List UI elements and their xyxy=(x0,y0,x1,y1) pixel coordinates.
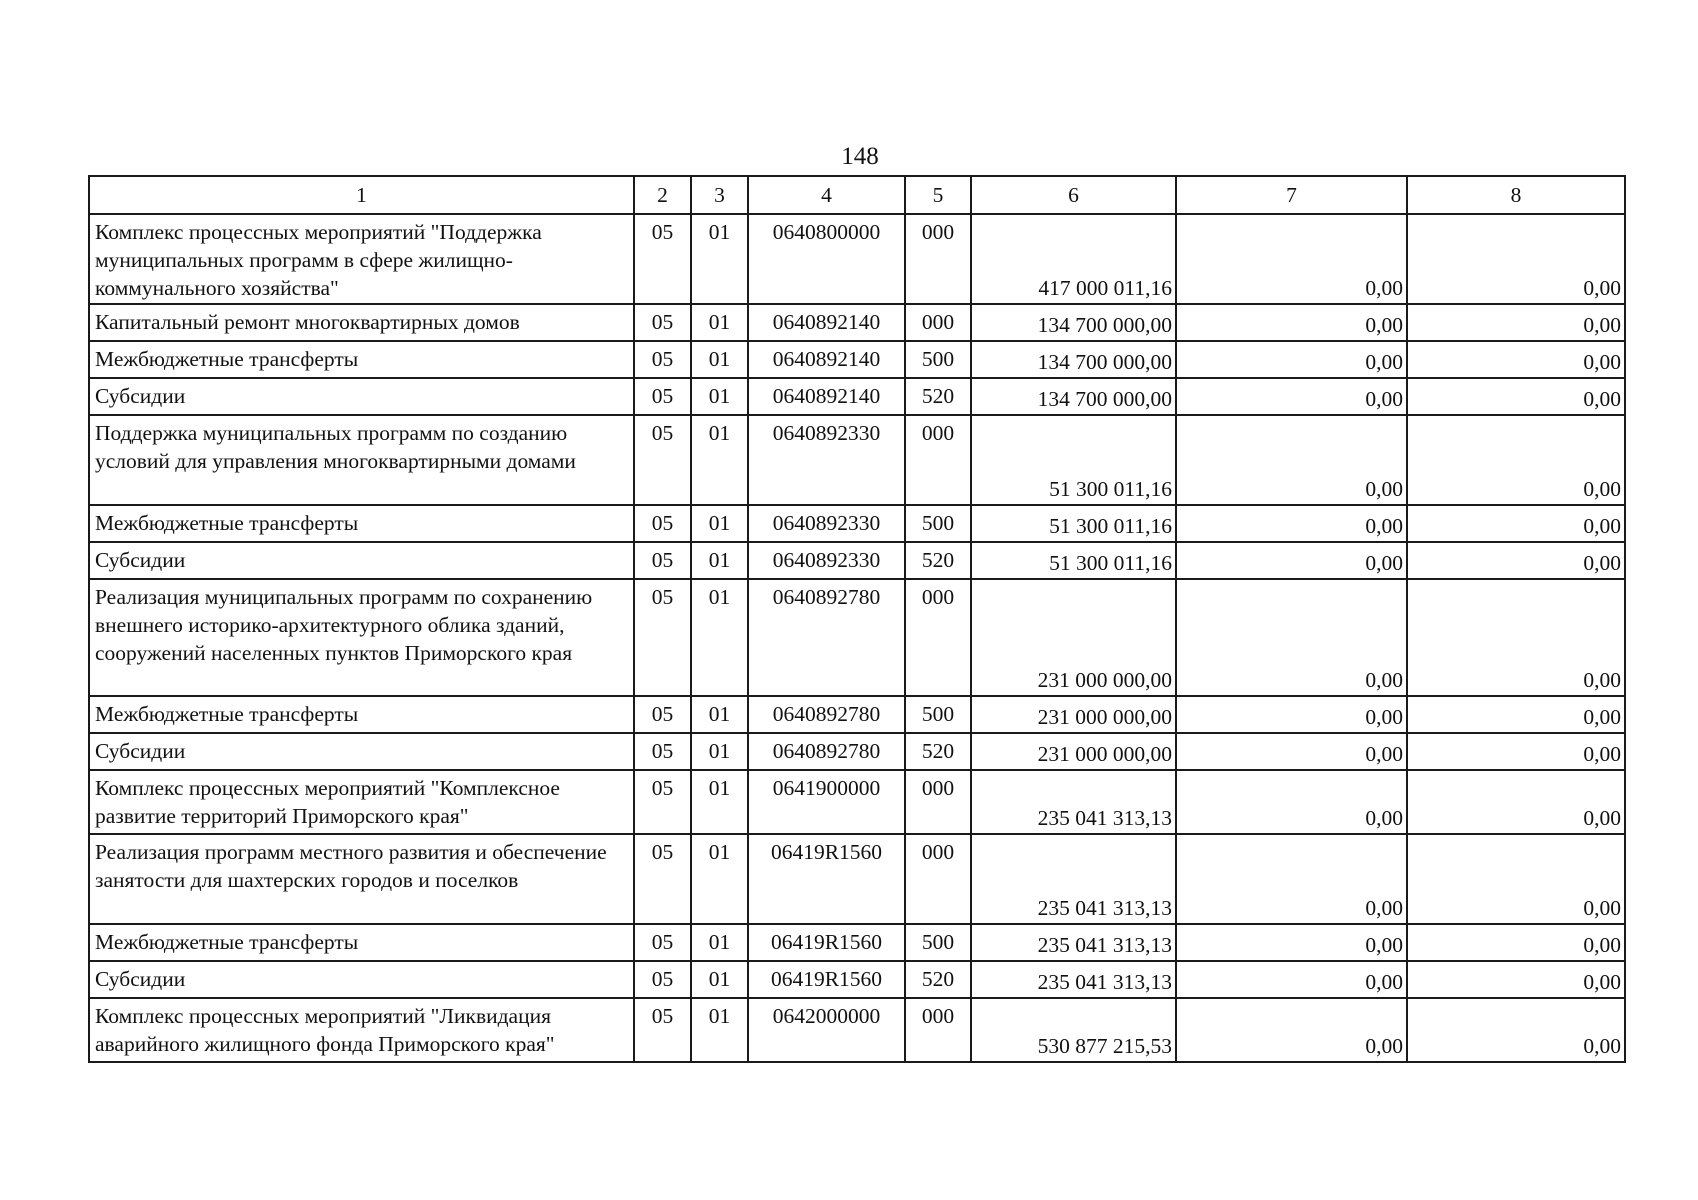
row-name-cell: Межбюджетные трансферты xyxy=(89,696,634,733)
table-row xyxy=(89,770,1625,834)
row-name-cell: Субсидии xyxy=(89,961,634,998)
amount-col7-cell: 0,00 xyxy=(1176,961,1407,998)
section-code-cell: 05 xyxy=(634,579,691,696)
target-article-code-cell: 0640892330 xyxy=(748,415,905,505)
subsection-code-cell: 01 xyxy=(691,505,748,542)
amount-col8-cell: 0,00 xyxy=(1407,214,1625,304)
amount-col8-cell: 0,00 xyxy=(1407,415,1625,505)
amount-col7-cell: 0,00 xyxy=(1176,579,1407,696)
amount-col8-cell: 0,00 xyxy=(1407,924,1625,961)
expense-type-code-cell: 000 xyxy=(905,415,971,505)
expense-type-code-cell: 500 xyxy=(905,696,971,733)
amount-col6-cell: 51 300 011,16 xyxy=(971,542,1176,579)
row-name-cell: Межбюджетные трансферты xyxy=(89,924,634,961)
amount-col8-cell: 0,00 xyxy=(1407,505,1625,542)
amount-col8-cell: 0,00 xyxy=(1407,304,1625,341)
row-name-cell: Межбюджетные трансферты xyxy=(89,341,634,378)
column-header-7: 7 xyxy=(1176,176,1407,214)
table-row xyxy=(89,415,1625,505)
row-name-cell: Комплекс процессных мероприятий "Поддержка муниципальных программ в сфере жилищно-коммунального хозяйства" xyxy=(89,214,634,304)
section-code-cell: 05 xyxy=(634,770,691,834)
subsection-code-cell: 01 xyxy=(691,696,748,733)
target-article-code-cell: 0640892780 xyxy=(748,733,905,770)
section-code-cell: 05 xyxy=(634,341,691,378)
amount-col7-cell: 0,00 xyxy=(1176,341,1407,378)
section-code-cell: 05 xyxy=(634,214,691,304)
expense-type-code-cell: 500 xyxy=(905,341,971,378)
expense-type-code-cell: 000 xyxy=(905,304,971,341)
column-header-8: 8 xyxy=(1407,176,1625,214)
table-row xyxy=(89,696,1625,733)
subsection-code-cell: 01 xyxy=(691,733,748,770)
amount-col7-cell: 0,00 xyxy=(1176,834,1407,924)
expense-type-code-cell: 520 xyxy=(905,542,971,579)
subsection-code-cell: 01 xyxy=(691,579,748,696)
expense-type-code-cell: 000 xyxy=(905,770,971,834)
subsection-code-cell: 01 xyxy=(691,214,748,304)
table-row xyxy=(89,378,1625,415)
table-row xyxy=(89,542,1625,579)
table-body xyxy=(89,214,1625,1062)
amount-col6-cell: 235 041 313,13 xyxy=(971,961,1176,998)
row-name-cell: Комплекс процессных мероприятий "Ликвидация аварийного жилищного фонда Приморского края" xyxy=(89,998,634,1062)
subsection-code-cell: 01 xyxy=(691,924,748,961)
amount-col7-cell: 0,00 xyxy=(1176,304,1407,341)
column-header-1: 1 xyxy=(89,176,634,214)
amount-col8-cell: 0,00 xyxy=(1407,834,1625,924)
column-header-2: 2 xyxy=(634,176,691,214)
target-article-code-cell: 0641900000 xyxy=(748,770,905,834)
expense-type-code-cell: 000 xyxy=(905,998,971,1062)
amount-col6-cell: 231 000 000,00 xyxy=(971,733,1176,770)
amount-col6-cell: 134 700 000,00 xyxy=(971,378,1176,415)
amount-col6-cell: 530 877 215,53 xyxy=(971,998,1176,1062)
row-name-cell: Межбюджетные трансферты xyxy=(89,505,634,542)
section-code-cell: 05 xyxy=(634,834,691,924)
amount-col7-cell: 0,00 xyxy=(1176,733,1407,770)
amount-col8-cell: 0,00 xyxy=(1407,998,1625,1062)
subsection-code-cell: 01 xyxy=(691,834,748,924)
page-number: 148 xyxy=(841,143,879,170)
section-code-cell: 05 xyxy=(634,378,691,415)
amount-col8-cell: 0,00 xyxy=(1407,961,1625,998)
subsection-code-cell: 01 xyxy=(691,998,748,1062)
amount-col8-cell: 0,00 xyxy=(1407,733,1625,770)
target-article-code-cell: 0642000000 xyxy=(748,998,905,1062)
table-row xyxy=(89,961,1625,998)
section-code-cell: 05 xyxy=(634,542,691,579)
amount-col7-cell: 0,00 xyxy=(1176,542,1407,579)
amount-col8-cell: 0,00 xyxy=(1407,378,1625,415)
target-article-code-cell: 0640892330 xyxy=(748,542,905,579)
amount-col8-cell: 0,00 xyxy=(1407,579,1625,696)
table-row xyxy=(89,579,1625,696)
row-name-cell: Субсидии xyxy=(89,378,634,415)
row-name-cell: Поддержка муниципальных программ по созданию условий для управления многоквартирными домами xyxy=(89,415,634,505)
amount-col6-cell: 235 041 313,13 xyxy=(971,924,1176,961)
row-name-cell: Капитальный ремонт многоквартирных домов xyxy=(89,304,634,341)
row-name-cell: Комплекс процессных мероприятий "Комплексное развитие территорий Приморского края" xyxy=(89,770,634,834)
amount-col7-cell: 0,00 xyxy=(1176,378,1407,415)
target-article-code-cell: 0640800000 xyxy=(748,214,905,304)
amount-col6-cell: 231 000 000,00 xyxy=(971,696,1176,733)
table-row xyxy=(89,834,1625,924)
amount-col7-cell: 0,00 xyxy=(1176,214,1407,304)
target-article-code-cell: 06419R1560 xyxy=(748,961,905,998)
target-article-code-cell: 06419R1560 xyxy=(748,924,905,961)
target-article-code-cell: 0640892140 xyxy=(748,341,905,378)
amount-col6-cell: 134 700 000,00 xyxy=(971,304,1176,341)
amount-col6-cell: 417 000 011,16 xyxy=(971,214,1176,304)
header-row xyxy=(89,176,1625,214)
budget-table xyxy=(88,175,1626,1063)
table-row xyxy=(89,304,1625,341)
column-header-3: 3 xyxy=(691,176,748,214)
amount-col8-cell: 0,00 xyxy=(1407,696,1625,733)
expense-type-code-cell: 520 xyxy=(905,733,971,770)
column-header-4: 4 xyxy=(748,176,905,214)
amount-col6-cell: 134 700 000,00 xyxy=(971,341,1176,378)
target-article-code-cell: 0640892140 xyxy=(748,378,905,415)
section-code-cell: 05 xyxy=(634,733,691,770)
table-row xyxy=(89,733,1625,770)
table-row xyxy=(89,505,1625,542)
section-code-cell: 05 xyxy=(634,304,691,341)
table-row xyxy=(89,214,1625,304)
column-header-5: 5 xyxy=(905,176,971,214)
amount-col7-cell: 0,00 xyxy=(1176,998,1407,1062)
column-header-6: 6 xyxy=(971,176,1176,214)
row-name-cell: Субсидии xyxy=(89,542,634,579)
expense-type-code-cell: 520 xyxy=(905,378,971,415)
table-row xyxy=(89,924,1625,961)
expense-type-code-cell: 000 xyxy=(905,214,971,304)
amount-col7-cell: 0,00 xyxy=(1176,696,1407,733)
amount-col7-cell: 0,00 xyxy=(1176,505,1407,542)
expense-type-code-cell: 000 xyxy=(905,579,971,696)
subsection-code-cell: 01 xyxy=(691,304,748,341)
table-row xyxy=(89,998,1625,1062)
expense-type-code-cell: 500 xyxy=(905,924,971,961)
expense-type-code-cell: 000 xyxy=(905,834,971,924)
target-article-code-cell: 0640892780 xyxy=(748,579,905,696)
table-row xyxy=(89,341,1625,378)
subsection-code-cell: 01 xyxy=(691,378,748,415)
target-article-code-cell: 0640892330 xyxy=(748,505,905,542)
amount-col8-cell: 0,00 xyxy=(1407,341,1625,378)
section-code-cell: 05 xyxy=(634,961,691,998)
expense-type-code-cell: 500 xyxy=(905,505,971,542)
expense-type-code-cell: 520 xyxy=(905,961,971,998)
amount-col8-cell: 0,00 xyxy=(1407,770,1625,834)
target-article-code-cell: 06419R1560 xyxy=(748,834,905,924)
target-article-code-cell: 0640892780 xyxy=(748,696,905,733)
subsection-code-cell: 01 xyxy=(691,415,748,505)
subsection-code-cell: 01 xyxy=(691,542,748,579)
subsection-code-cell: 01 xyxy=(691,341,748,378)
amount-col6-cell: 235 041 313,13 xyxy=(971,770,1176,834)
row-name-cell: Реализация программ местного развития и обеспечение занятости для шахтерских городов и поселков xyxy=(89,834,634,924)
amount-col6-cell: 235 041 313,13 xyxy=(971,834,1176,924)
section-code-cell: 05 xyxy=(634,924,691,961)
section-code-cell: 05 xyxy=(634,696,691,733)
target-article-code-cell: 0640892140 xyxy=(748,304,905,341)
subsection-code-cell: 01 xyxy=(691,770,748,834)
amount-col6-cell: 51 300 011,16 xyxy=(971,415,1176,505)
amount-col6-cell: 231 000 000,00 xyxy=(971,579,1176,696)
amount-col6-cell: 51 300 011,16 xyxy=(971,505,1176,542)
amount-col7-cell: 0,00 xyxy=(1176,924,1407,961)
amount-col7-cell: 0,00 xyxy=(1176,770,1407,834)
amount-col8-cell: 0,00 xyxy=(1407,542,1625,579)
row-name-cell: Субсидии xyxy=(89,733,634,770)
section-code-cell: 05 xyxy=(634,998,691,1062)
row-name-cell: Реализация муниципальных программ по сохранению внешнего историко-архитектурного облика зданий, сооружений населенных пунктов Приморского края xyxy=(89,579,634,696)
section-code-cell: 05 xyxy=(634,415,691,505)
section-code-cell: 05 xyxy=(634,505,691,542)
subsection-code-cell: 01 xyxy=(691,961,748,998)
amount-col7-cell: 0,00 xyxy=(1176,415,1407,505)
